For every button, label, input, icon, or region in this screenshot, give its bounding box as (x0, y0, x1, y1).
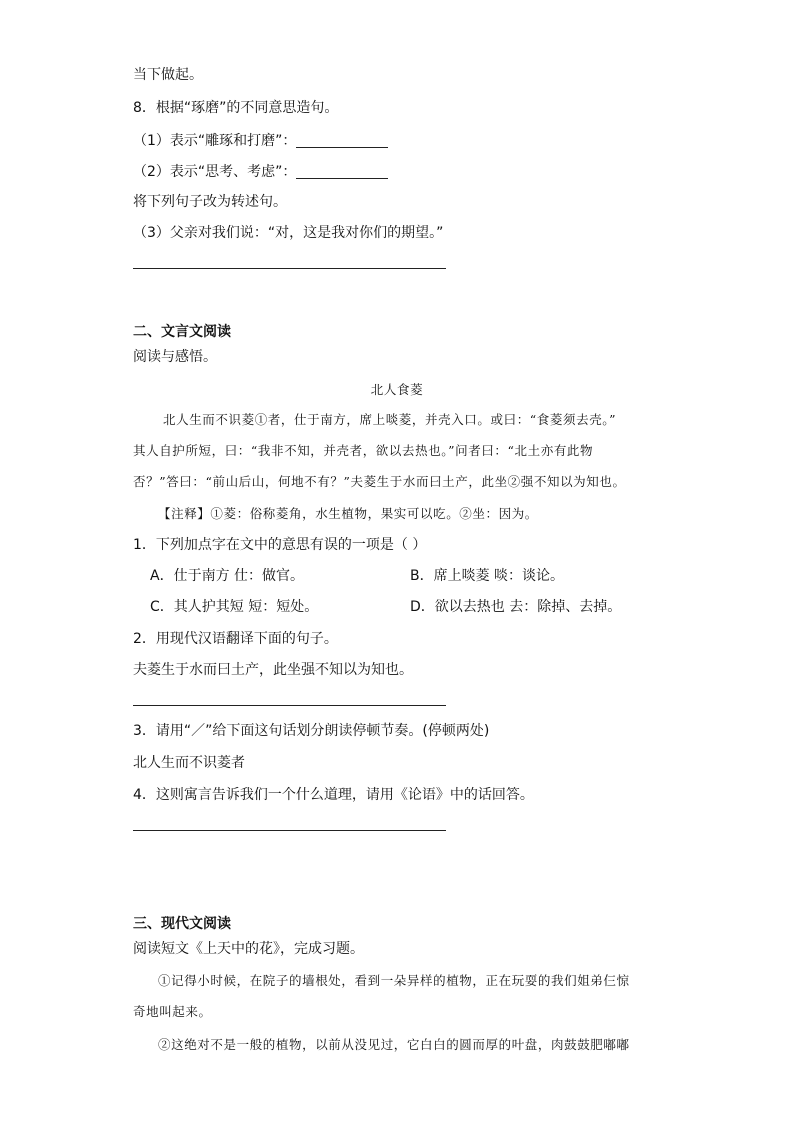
question-2-sentence: 夫菱生于水而曰土产，此坐强不知以为知也。 (133, 662, 413, 678)
question-8-1-label: （1）表示“雕琢和打磨”： (133, 133, 297, 149)
modern-passage-line-1: ①记得小时候，在院子的墙根处，看到一朵异样的植物，正在玩耍的我们姐弟仨惊 (158, 973, 630, 988)
section-intro-modern: 阅读短文《上天中的花》，完成习题。 (133, 941, 364, 957)
option-d[interactable]: D．欲以去热也 去：除掉、去掉。 (410, 599, 622, 615)
question-2: 2．用现代汉语翻译下面的句子。 (133, 631, 338, 647)
question-3: 3．请用“／”给下面这句话划分朗读停顿节奏。(停顿两处) (133, 723, 490, 739)
question-4: 4．这则寓言告诉我们一个什么道理，请用《论语》中的话回答。 (133, 787, 534, 803)
passage-note: 【注释】①菱：俗称菱角，水生植物，果实可以吃。②坐：因为。 (158, 506, 538, 521)
option-a[interactable]: A．仕于南方 仕：做官。 (150, 568, 305, 584)
instruction-indirect-speech: 将下列句子改为转述句。 (133, 194, 287, 210)
passage-line-3: 否？”答曰：“前山后山，何地不有？”夫菱生于水而曰土产，此坐②强不知以为知也。 (133, 474, 626, 489)
section-heading-classical: 二、文言文阅读 (133, 324, 231, 340)
question-3-sentence: 北人生而不识菱者 (133, 755, 245, 771)
section-intro-classical: 阅读与感悟。 (133, 349, 217, 365)
option-b[interactable]: B．席上啖菱 啖：谈论。 (410, 568, 565, 584)
answer-blank-8-1[interactable] (296, 133, 388, 148)
answer-blank-8-2[interactable] (296, 164, 388, 179)
modern-passage-line-3: ②这绝对不是一般的植物，以前从没见过，它白白的圆而厚的叶盘，肉鼓鼓肥嘟嘟 (158, 1037, 630, 1052)
answer-line-sub-3[interactable] (133, 268, 446, 269)
option-c[interactable]: C．其人护其短 短：短处。 (150, 599, 319, 615)
question-8-2-label: （2）表示“思考、考虑”： (133, 164, 297, 180)
question-8-2 (133, 164, 388, 179)
answer-line-4[interactable] (133, 830, 446, 831)
modern-passage-line-2: 奇地叫起来。 (133, 1004, 212, 1019)
passage-line-2: 其人自护所短，曰：“我非不知，并壳者，欲以去热也。”问者曰：“北土亦有此物 (133, 443, 594, 458)
question-8-1 (133, 133, 388, 148)
answer-line-2[interactable] (133, 705, 446, 706)
passage-title: 北人食菱 (370, 382, 424, 397)
section-heading-modern: 三、现代文阅读 (133, 916, 231, 932)
text-continuation: 当下做起。 (133, 67, 203, 83)
question-8: 8．根据“琢磨”的不同意思造句。 (133, 100, 339, 116)
question-sub-3: （3）父亲对我们说：“对，这是我对你们的期望。” (133, 225, 444, 241)
question-1: 1．下列加点字在文中的意思有误的一项是（ ） (133, 537, 427, 553)
passage-line-1: 北人生而不识菱①者，仕于南方，席上啖菱，并壳入口。或曰：“食菱须去壳。” (163, 412, 617, 427)
